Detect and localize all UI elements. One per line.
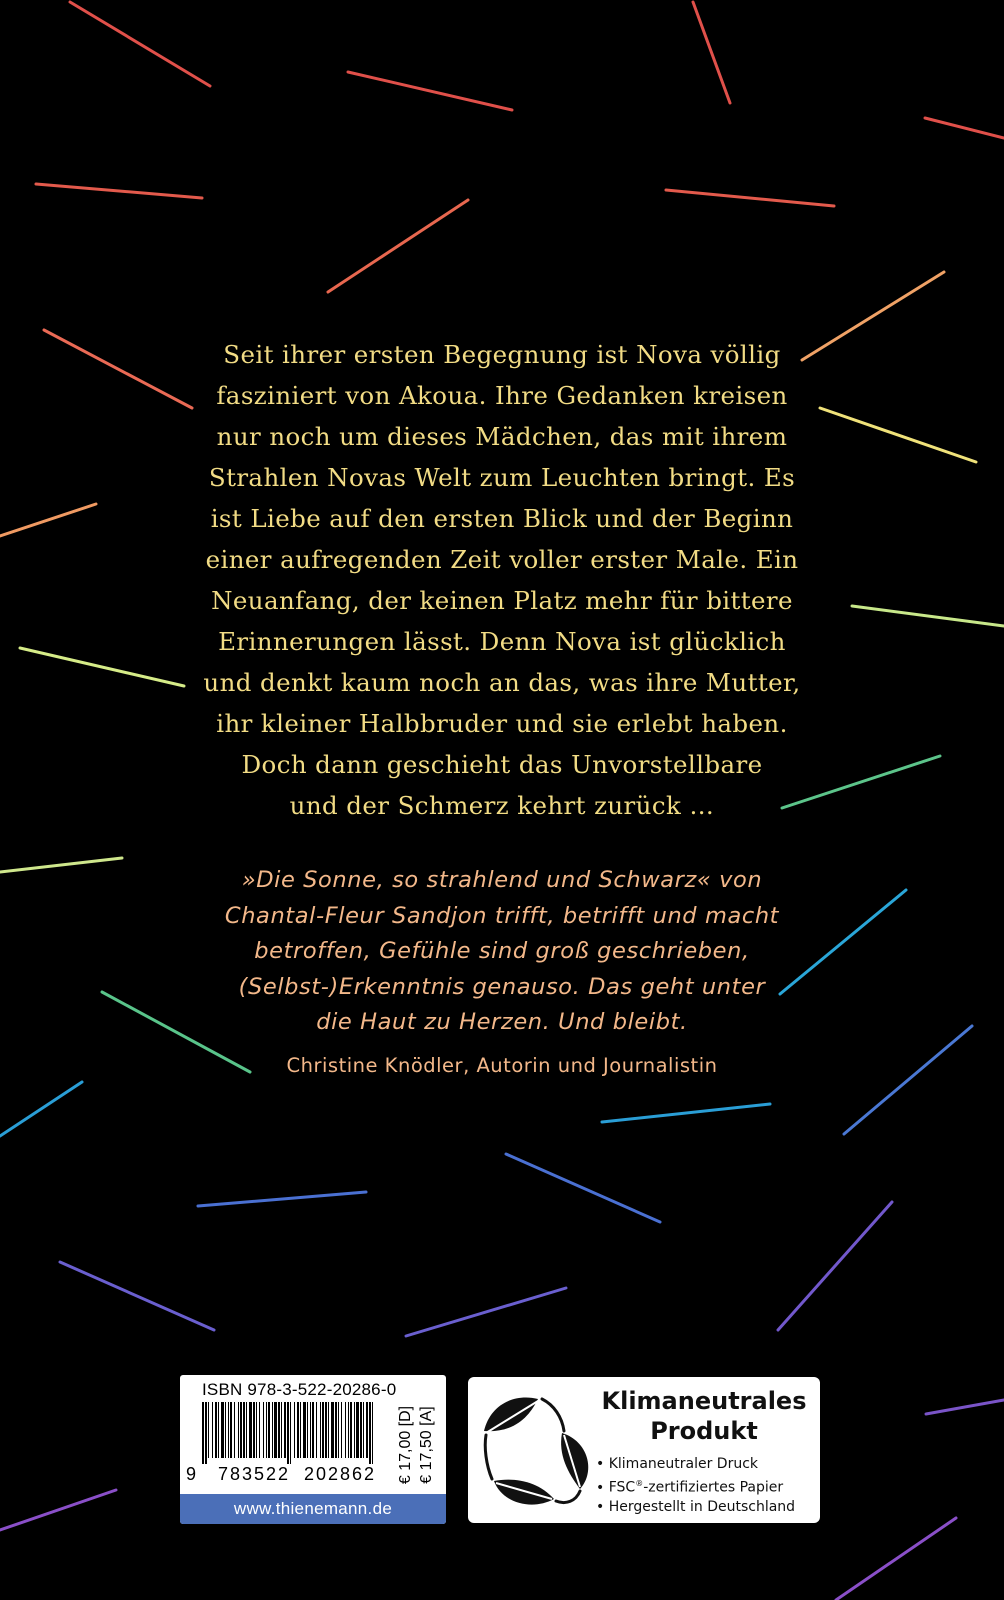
barcode-bar (243, 1402, 245, 1458)
barcode-bar (325, 1402, 327, 1458)
barcode-bar (221, 1402, 224, 1458)
barcode-bar (218, 1402, 219, 1458)
barcode-bar (284, 1402, 286, 1458)
barcode-bar (320, 1402, 321, 1458)
streak (778, 1202, 892, 1330)
streak (0, 858, 122, 872)
streak (36, 184, 202, 198)
isbn-number: ISBN 978-3-522-20286-0 (202, 1380, 397, 1399)
publisher-url[interactable]: www.thienemann.de (180, 1494, 446, 1524)
barcode-bar (307, 1402, 308, 1458)
barcode-bar (268, 1402, 270, 1458)
barcode-bar (369, 1402, 371, 1464)
climate-item: • FSC®-zertifiziertes Papier (596, 1474, 795, 1498)
barcode-bar (234, 1402, 235, 1458)
blurb-line: Erinnerungen lässt. Denn Nova ist glücklich (218, 627, 786, 656)
climate-label-list (596, 1455, 795, 1517)
barcode-bar (300, 1402, 301, 1458)
barcode-bar (281, 1402, 282, 1458)
barcode-bar (205, 1402, 207, 1464)
barcode-bar (294, 1402, 295, 1458)
blurb-line: Seit ihrer ersten Begegnung ist Nova völlig (223, 340, 781, 369)
price-germany: € 17,00 [D] (397, 1405, 414, 1485)
barcode-bar (249, 1402, 252, 1458)
barcode-bar (310, 1402, 311, 1458)
streak (852, 606, 1004, 626)
streak (844, 1026, 972, 1134)
review-quote (150, 863, 854, 1041)
barcode-bar (363, 1402, 364, 1458)
barcode-bar (350, 1402, 352, 1458)
barcode-bar (287, 1402, 289, 1464)
blurb-line: Strahlen Novas Welt zum Leuchten bringt. Es (208, 463, 796, 492)
barcode-bar (253, 1402, 255, 1458)
streak (70, 2, 210, 86)
barcode-bar (297, 1402, 299, 1458)
streak (60, 1262, 214, 1330)
barcode-digit-first: 9 (186, 1464, 197, 1484)
blurb-line: Doch dann geschieht das Unvorstellbare (241, 750, 763, 779)
barcode-bar (215, 1402, 217, 1458)
streak (348, 72, 512, 110)
barcode-bar (266, 1402, 267, 1458)
barcode-bar (356, 1402, 359, 1458)
barcode-bar (366, 1402, 368, 1458)
blurb-line: ist Liebe auf den ersten Blick und der Beginn (210, 504, 794, 533)
quote-line: betroffen, Gefühle sind groß geschrieben, (254, 938, 750, 964)
blurb-line: und denkt kaum noch an das, was ihre Mutter, (203, 668, 801, 697)
barcode-bar (246, 1402, 247, 1458)
barcode-bar (278, 1402, 280, 1458)
price-austria: € 17,50 [A] (418, 1406, 435, 1484)
barcode-bar (335, 1402, 337, 1458)
blurb-line: ihr kleiner Halbbruder und sie erlebt haben. (216, 709, 788, 738)
barcode-digits-left: 783522 (218, 1464, 291, 1484)
barcode-bar (354, 1402, 355, 1458)
barcode-label (180, 1375, 446, 1524)
barcode-bar (322, 1402, 324, 1458)
barcode-bar (331, 1402, 334, 1458)
streak (926, 1400, 1004, 1414)
blurb-line: und der Schmerz kehrt zurück … (289, 791, 715, 820)
blurb-line: nur noch um dieses Mädchen, das mit ihrem (216, 422, 788, 451)
quote-line: die Haut zu Herzen. Und bleibt. (316, 1009, 688, 1035)
blurb-line: fasziniert von Akoua. Ihre Gedanken kreisen (216, 381, 788, 410)
blurb-text (150, 334, 854, 826)
barcode-bar (208, 1402, 209, 1458)
barcode-bar (328, 1402, 329, 1458)
climate-item: • Klimaneutraler Druck (596, 1455, 795, 1474)
quote-line: »Die Sonne, so strahlend und Schwarz« von (241, 867, 763, 893)
streak (0, 1490, 116, 1530)
streak (328, 200, 468, 292)
barcode-bar (338, 1402, 339, 1458)
barcode-bar (202, 1402, 204, 1464)
barcode-bar (316, 1402, 317, 1458)
review-attribution: Christine Knödler, Autorin und Journalistin (286, 1054, 718, 1077)
barcode-bar (272, 1402, 273, 1458)
barcode-bars (202, 1402, 378, 1464)
barcode-bar (274, 1402, 277, 1458)
quote-line: Chantal-Fleur Sandjon trifft, betrifft und macht (224, 902, 780, 929)
barcode-bar (290, 1402, 291, 1464)
climate-neutral-label (468, 1377, 820, 1523)
blurb-line: Neuanfang, der keinen Platz mehr für bittere (211, 586, 793, 615)
barcode-bar (259, 1402, 260, 1458)
streak (198, 1192, 366, 1206)
streak (0, 504, 96, 536)
climate-label-title: Klimaneutrales Produkt (601, 1387, 807, 1445)
streak (406, 1288, 566, 1336)
barcode-bar (263, 1402, 264, 1458)
streak (666, 190, 834, 206)
barcode-bar (348, 1402, 349, 1458)
barcode-digits-right: 202862 (304, 1464, 377, 1484)
streak (602, 1104, 770, 1122)
barcode-bar (372, 1402, 373, 1464)
barcode-bar (228, 1402, 229, 1458)
barcode-bar (303, 1402, 306, 1458)
quote-line: (Selbst-)Erkenntnis genauso. Das geht unter (238, 973, 766, 1000)
barcode-bar (345, 1402, 346, 1458)
leaf-cycle-icon (476, 1385, 606, 1515)
streak (0, 1082, 82, 1136)
streak (836, 1518, 956, 1600)
barcode-bar (238, 1402, 239, 1458)
barcode-bar (240, 1402, 242, 1458)
barcode-bar (256, 1402, 257, 1458)
streak (506, 1154, 660, 1222)
blurb-line: einer aufregenden Zeit voller erster Male. Ein (205, 545, 799, 574)
barcode-bar (341, 1402, 342, 1458)
streak (925, 118, 1004, 138)
climate-item: • Hergestellt in Deutschland (596, 1498, 795, 1517)
barcode-bar (360, 1402, 362, 1458)
barcode-digits (186, 1464, 386, 1488)
barcode-bar (230, 1402, 232, 1458)
barcode-bar (225, 1402, 226, 1458)
barcode-bar (212, 1402, 213, 1458)
streak (693, 2, 730, 103)
barcode-bar (312, 1402, 314, 1458)
